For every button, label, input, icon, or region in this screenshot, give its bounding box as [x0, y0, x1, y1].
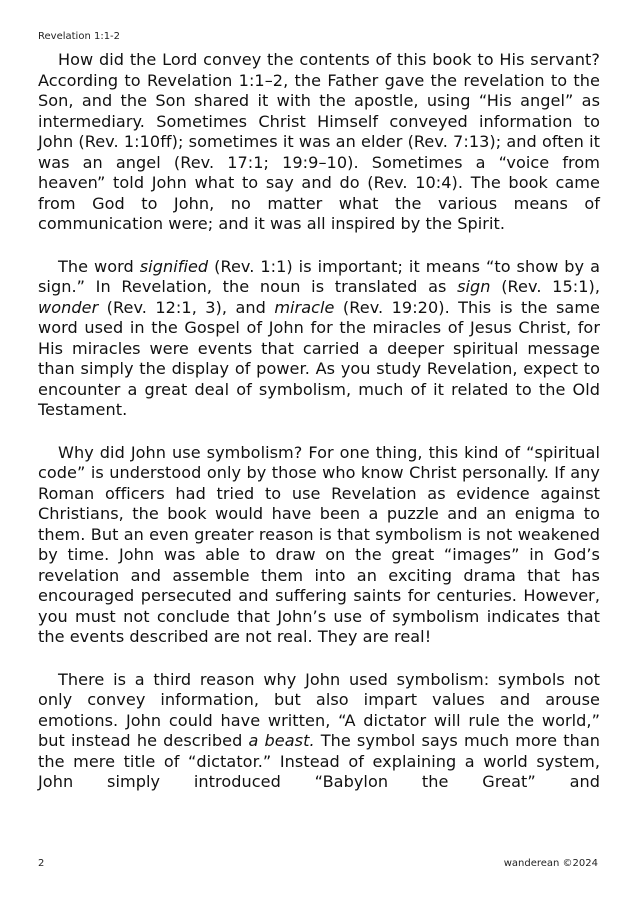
text-run: The word [58, 256, 140, 276]
page-number: 2 [38, 858, 45, 869]
paragraph [38, 50, 600, 235]
body-text [38, 50, 600, 815]
text-run: There is a third reason why John used symbolism: symbols not only convey information, but also impart values and arouse emotions. John could have written, “A dictator will rule the world,” but instead he described [38, 669, 600, 750]
italic-term: signified [139, 256, 209, 276]
text-run: Why did John use symbolism? For one thing, this kind of “spiritual code” is understood only by those who know Christ personally. If any Roman officers had tried to use Revelation as evidence against Christians, the book would have been a puzzle and an enigma to them. But an even greater reason is that symbolism is not weakened by time. John was able to draw on the great “images” in God’s revelation and assemble them into an exciting drama that has encouraged persecuted and suffering saints for centuries. However, you must not conclude that John’s use of symbolism indicates that the events described are not real. They are real! [38, 442, 600, 646]
italic-term: sign [457, 277, 491, 296]
paragraph [38, 443, 600, 648]
text-run: (Rev. 12:1, 3), and [98, 297, 275, 317]
italic-term: miracle [274, 297, 335, 317]
running-header: Revelation 1:1-2 [38, 31, 121, 42]
copyright-notice: wanderean ©2024 [503, 858, 598, 869]
italic-term: a beast. [248, 731, 315, 750]
italic-term: wonder [38, 297, 99, 317]
text-run: How did the Lord convey the contents of this book to His servant? According to Revelation 1:1–2, the Father gave the revelation to the Son, and the Son shared it with the apostle, using “His angel” as intermediary. Sometimes Christ Himself conveyed information to John (Rev. 1:10ff); sometimes it was an elder (Rev. 7:13); and often it was an angel (Rev. 17:1; 19:9–10). Sometimes a “voice from heaven” told John what to say and do (Rev. 10:4). The book came from God to John, no matter what the various means of communication were; and it was all inspired by the Spirit. [38, 50, 600, 233]
paragraph [38, 257, 600, 421]
text-run: (Rev. 19:20). This is the same word used in the Gospel of John for the miracles of Jesus Christ, for His miracles were events that carried a deeper spiritual message than simply the display of power. As you study Revelation, expect to encounter a great deal of symbolism, much of it related to the Old Testament. [38, 297, 601, 419]
text-run: (Rev. 1:1) is important; it means “to show by a sign.” In Revelation, the noun is translated as [38, 256, 600, 296]
text-run: The symbol says much more than the mere title of “dictator.” Instead of explaining a world system, John simply introduced “Babylon the Great” and [38, 731, 600, 791]
text-run: (Rev. 15:1), [490, 277, 600, 296]
paragraph [38, 670, 600, 793]
